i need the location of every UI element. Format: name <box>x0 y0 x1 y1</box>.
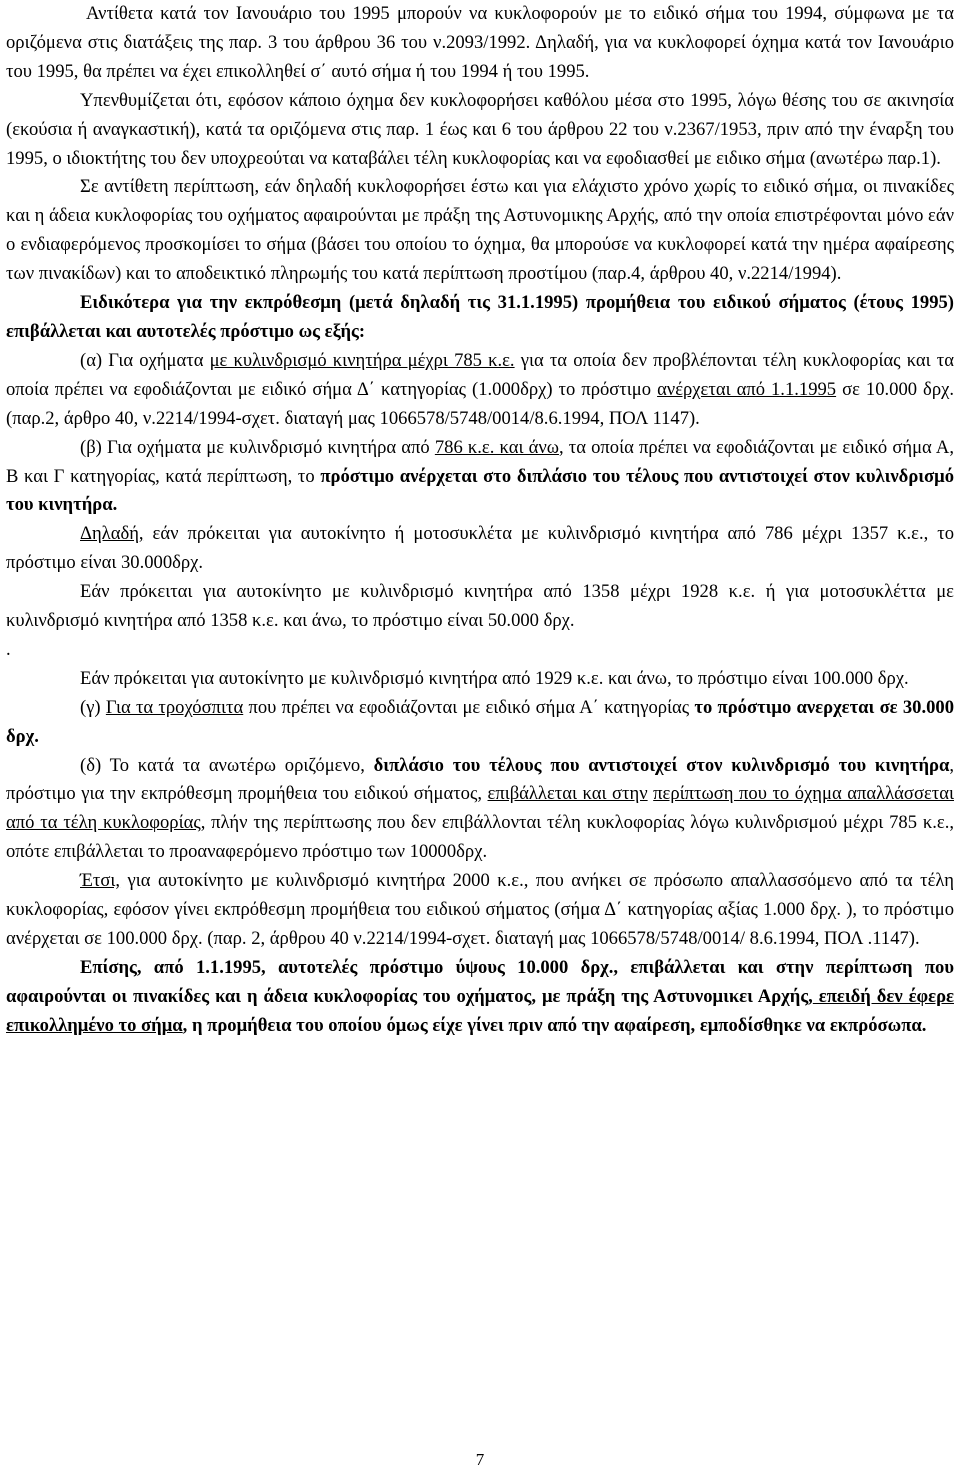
paragraph-example-100000 <box>6 665 954 694</box>
underlined-text: περίπτωση που το όχημα απαλλάσσεται από τα τέλη κυκλοφορίας <box>6 783 954 834</box>
page-number: 7 <box>475 1450 485 1469</box>
text-run: Εάν πρόκειται για αυτοκίνητο με κυλινδρισμό κινητήρα από 1358 μέχρι 1928 κ.ε. ή για μοτοσυκλέττα με κυλινδρισμό κινητήρα από 1358 κ.ε. και άνω, το πρόστιμο είναι 50.000 δρχ. <box>6 581 954 632</box>
paragraph-plates-removal <box>6 954 954 1041</box>
document-page <box>6 0 954 1483</box>
text-run: για τα οποία δεν προβλέπονται τέλη κυκλοφορίας και τα οποία πρέπει να εφοδιάζονται με ειδικό σήμα Δ΄ κατηγορίας (1.000δρχ) το πρόστιμο <box>6 349 954 400</box>
text-run: σε 10.000 δρχ. (παρ.2, άρθρο 40, ν.2214/1994-σχετ. διαταγή μας 1066578/5748/0014/8.6.1994, ΠΟΛ 1147). <box>6 378 954 429</box>
text-run: , τα οποία πρέπει να εφοδιάζονται με ειδικό σήμα Α, Β και Γ κατηγορίας, κατά περίπτωση, το <box>6 436 954 487</box>
paragraph-text: Υπενθυμίζεται ότι, εφόσον κάποιο όχημα δεν κυκλοφορήσει καθόλου μέσα στο 1995, λόγω θέσης του σε ακινησία (εκούσια ή αναγκαστική), κατά τα οριζόμενα στις παρ. 1 έως και 6 του άρθρου 22 του ν.2367/1953, πριν από την έναρξη του 1995, ο ιδιοκτήτης του δεν υποχρεούται να καταβάλει τέλη κυκλοφορίας και να εφοδιασθεί με ειδικο σήμα (ανωτέρω παρ.1). <box>6 89 954 169</box>
underlined-text: Για τα τροχόσπιτα <box>105 696 244 718</box>
text-run: , πρόστιμο για την εκπρόθεσμη προμήθεια του ειδικού σήματος, <box>6 754 954 805</box>
paragraph-item-c <box>6 694 954 752</box>
paragraph-item-b <box>6 434 954 521</box>
paragraph-reminder-immobility <box>6 87 954 174</box>
text-run: . <box>6 638 11 660</box>
paragraph-example-exempt <box>6 867 954 954</box>
paragraph-january-1995 <box>6 0 954 87</box>
underlined-text: με κυλινδρισμό κινητήρα μέχρι 785 κ.ε. <box>209 349 515 371</box>
text-run: που πρέπει να εφοδιάζονται με ειδικό σήμα Α΄ κατηγορίας <box>243 696 695 718</box>
text-run: εάν πρόκειται για αυτοκίνητο ή μοτοσυκλέτα με κυλινδρισμό κινητήρα από 786 μέχρι 1357 κ.ε., το πρόστιμο είναι 30.000δρχ. <box>6 523 954 574</box>
paragraph-text: Ειδικότερα για την εκπρόθεσμη (μετά δηλαδή τις 31.1.1995) προμήθεια του ειδικού σήματος (έτους 1995) επιβάλλεται και αυτοτελές πρόστιμο ως εξής: <box>6 292 954 342</box>
text-run: , πλήν της περίπτωσης που δεν επιβάλλονται τέλη κυκλοφορίας λόγω κυλινδρισμού μέχρι 785 κ.ε., οπότε επιβάλλεται το προαναφερόμενο πρόστιμο των 10000δρχ. <box>6 812 954 863</box>
paragraph-item-d <box>6 752 954 868</box>
paragraph-item-a <box>6 347 954 434</box>
underlined-text: 786 κ.ε. και άνω <box>434 436 559 458</box>
paragraph-text: Σε αντίθετη περίπτωση, εάν δηλαδή κυκλοφορήσει έστω και για ελάχιστο χρόνο χωρίς το ειδικό σήμα, οι πινακίδες και η άδεια κυκλοφορίας του οχήματος αφαιρούνται με πράξη της Αστυνομικης Αρχής, από την οποία επιστρέφονται μόνο εάν ο ενδιαφερόμενος προσκομίσει το σήμα (βάσει του οποίου το όχημα, θα μπορούσε να κυκλοφορεί κατά την ημέρα αφαίρεσης των πινακίδων) και το αποδεικτικό πληρωμής του κατά περίπτωση προστίμου (παρ.4, άρθρου 40, ν.2214/1994). <box>6 176 954 285</box>
text-run: (α) Για οχήματα <box>80 349 210 371</box>
paragraph-example-50000 <box>6 578 954 665</box>
bold-text: , η προμήθεια του οποίου όμως είχε γίνει πριν από την αφαίρεση, εμποδίσθηκε να εκπρόσωπα. <box>182 1014 927 1036</box>
bold-text: το πρόστιμο ανερχεται σε 30.000 δρχ. <box>6 696 955 747</box>
text-run: (γ) <box>80 696 106 718</box>
underlined-text: ανέρχεται από 1.1.1995 <box>657 378 837 400</box>
paragraph-late-procurement-heading <box>6 289 954 347</box>
bold-text: διπλάσιο του τέλους που αντιστοιχεί στον κυλινδρισμό του κινητήρα <box>373 754 950 776</box>
text-run: Εάν πρόκειται για αυτοκίνητο με κυλινδρισμό κινητήρα από 1929 κ.ε. και άνω, το πρόστιμο είναι 100.000 δρχ. <box>80 667 909 689</box>
text-run: για αυτοκίνητο με κυλινδρισμό κινητήρα 2000 κ.ε., που ανήκει σε πρόσωπο απαλλασσόμενο από τα τέλη κυκλοφορίας, εφόσον γίνει εκπρόθεσμη προμήθεια του ειδικού σήματος (σήμα Δ΄ κατηγορίας αξίας 1.000 δρχ. ), το πρόστιμο ανέρχεται σε 100.000 δρχ. (παρ. 2, άρθρου 40 ν.2214/1994-σχετ. διαταγή μας 1066578/5748/0014/ 8.6.1994, ΠΟΛ .1147). <box>6 870 954 949</box>
underlined-text: επειδή δεν έφερε επικολλημένο το σήμα <box>6 985 954 1036</box>
bold-text: πρόστιμο ανέρχεται στο διπλάσιο του τέλους που αντιστοιχεί στον κυλινδρισμό του κινητήρα. <box>6 465 954 516</box>
paragraph-text: Αντίθετα κατά τον Ιανουάριο του 1995 μπορούν να κυκλοφορούν με το ειδικό σήμα του 1994, σύμφωνα με τα οριζόμενα στις διατάξεις της παρ. 3 του άρθρου 36 του ν.2093/1992. Δηλαδή, για να κυκλοφορεί όχημα κατά τον Ιανουάριο του 1995, θα πρέπει να έχει επικολληθεί σ΄ αυτό σήμα ή του 1994 ή του 1995. <box>6 3 954 82</box>
underlined-text: επιβάλλεται και στην <box>487 783 648 805</box>
underlined-text: Δηλαδή, <box>80 523 144 545</box>
underlined-text: Έτσι, <box>80 870 121 892</box>
text-run: (δ) Το κατά τα ανωτέρω οριζόμενο, <box>80 754 374 776</box>
text-run: (β) Για οχήματα με κυλινδρισμό κινητήρα από <box>80 436 435 458</box>
paragraph-example-30000 <box>6 520 954 578</box>
paragraph-opposite-case <box>6 173 954 289</box>
bold-text: Επίσης, από 1.1.1995, αυτοτελές πρόστιμο ύψους 10.000 δρχ., επιβάλλεται και στην περίπτωση που αφαιρούνται οι πινακίδες και η άδεια κυκλοφορίας του οχήματος, με πράξη της Αστυνομικει Αρχής, <box>6 956 954 1007</box>
